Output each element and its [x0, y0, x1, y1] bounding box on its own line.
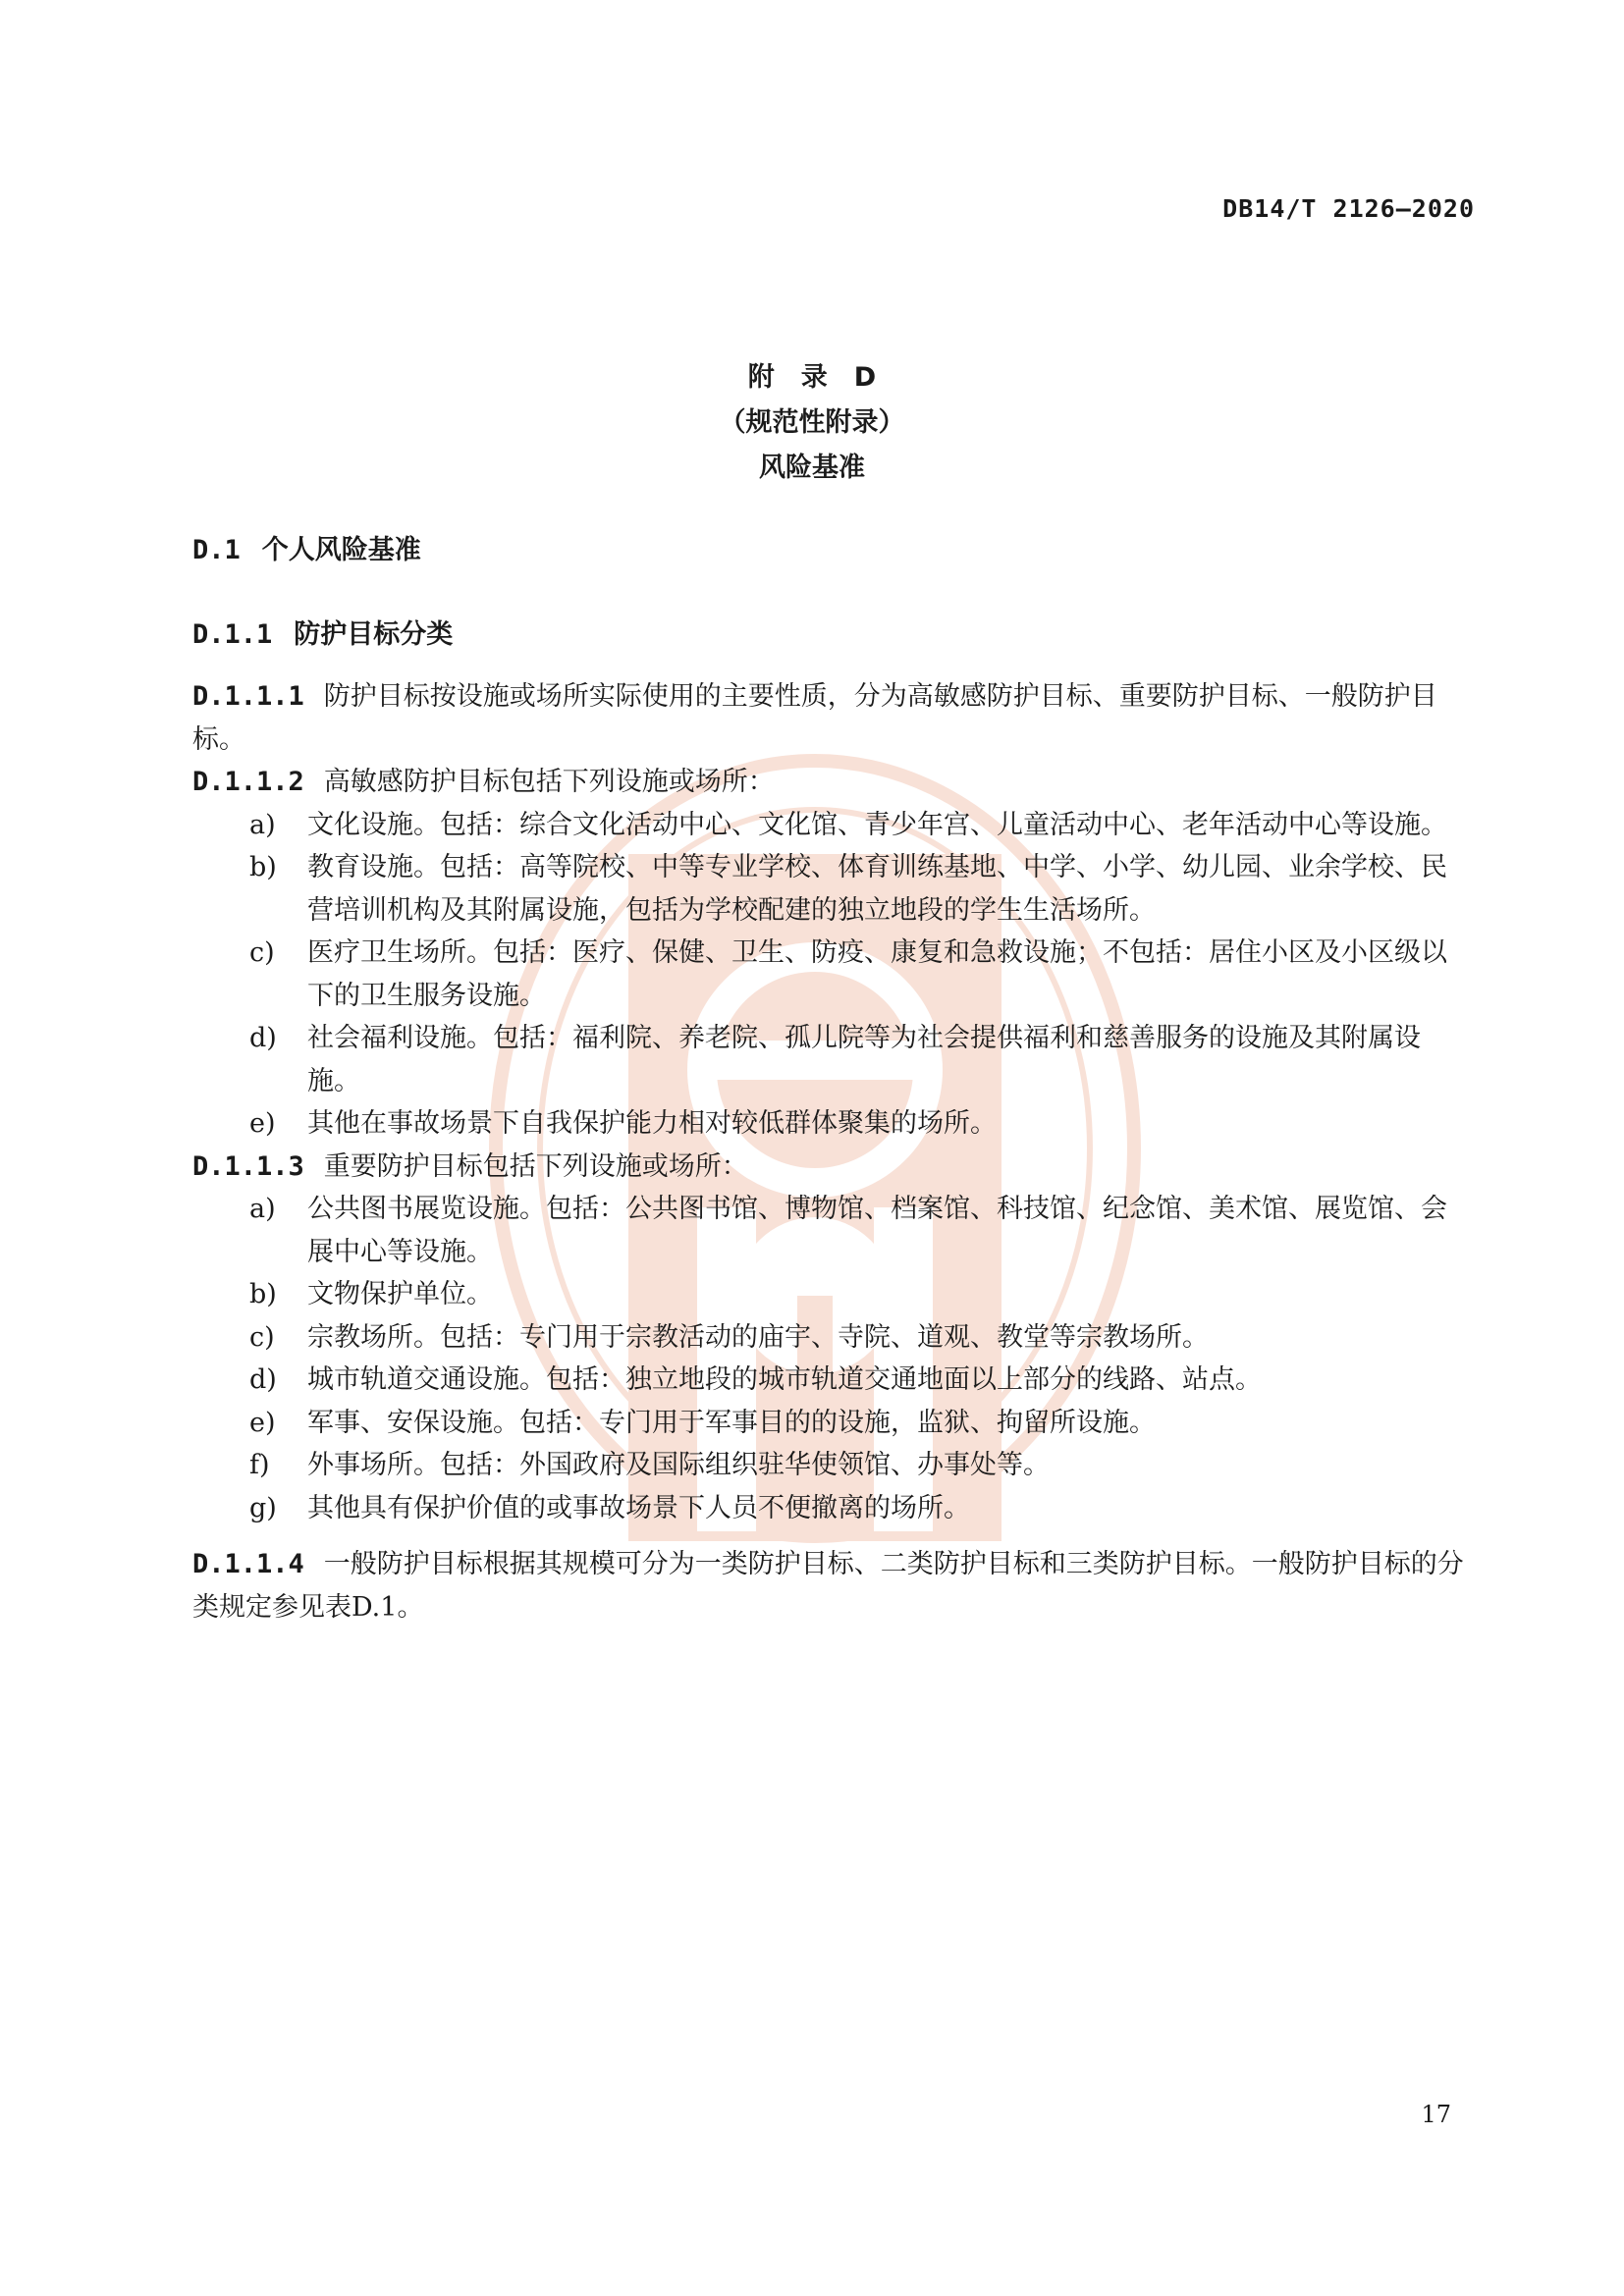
appendix-title: 附 录 D: [747, 362, 877, 393]
list-item: [192, 1102, 1469, 1146]
list-item-label: f): [249, 1450, 270, 1480]
list-item: [192, 1359, 1469, 1402]
list-item-text: 医疗卫生场所。包括：医疗、保健、卫生、防疫、康复和急救设施；不包括：居住小区及小区级以下的卫生服务设施。: [307, 937, 1447, 1011]
list-item-text: 文物保护单位。: [307, 1279, 493, 1309]
list-item-label: b): [249, 1279, 277, 1309]
list-item-label: g): [249, 1492, 277, 1523]
clause-text: 防护目标按设施或场所实际使用的主要性质，分为高敏感防护目标、重要防护目标、一般防护目标。: [192, 681, 1437, 755]
section-number: D.1.1: [192, 619, 273, 650]
list-item: [192, 932, 1469, 1017]
paragraph-d1112: [192, 761, 1469, 804]
list-item-label: d): [249, 1023, 277, 1053]
list-item-text: 其他具有保护价值的或事故场景下人员不便撤离的场所。: [307, 1492, 970, 1523]
section-d1: [192, 528, 421, 566]
clause-number: D.1.1.1: [192, 681, 304, 712]
list-item-label: c): [249, 1321, 275, 1353]
list-item: [192, 1273, 1469, 1316]
list-item: [192, 1487, 1469, 1530]
document-code: DB14/T 2126—2020: [1222, 194, 1475, 223]
list-item: [192, 846, 1469, 932]
paragraph-d1113: [192, 1146, 1469, 1189]
list-item: [192, 1017, 1469, 1102]
list-item-label: a): [249, 809, 276, 840]
list-item-text: 教育设施。包括：高等院校、中等专业学校、体育训练基地、中学、小学、幼儿园、业余学校、民营培训机构及其附属设施，包括为学校配建的独立地段的学生生活场所。: [307, 852, 1447, 926]
list-item: [192, 804, 1469, 847]
list-item-label: e): [249, 1108, 276, 1139]
section-title: 个人风险基准: [261, 535, 421, 565]
list-item: [192, 1316, 1469, 1360]
list-item: [192, 1188, 1469, 1273]
section-title: 防护目标分类: [294, 619, 454, 650]
list-item: [192, 1444, 1469, 1487]
list-item-text: 文化设施。包括：综合文化活动中心、文化馆、青少年宫、儿童活动中心、老年活动中心等设施。: [307, 809, 1447, 840]
list-item: [192, 1402, 1469, 1445]
list-item-text: 外事场所。包括：外国政府及国际组织驻华使领馆、办事处等。: [307, 1450, 1050, 1480]
clause-text: 一般防护目标根据其规模可分为一类防护目标、二类防护目标和三类防护目标。一般防护目标的分类规定参见表D.1。: [192, 1549, 1464, 1623]
clause-text: 高敏感防护目标包括下列设施或场所：: [323, 767, 775, 797]
list-item-label: c): [249, 937, 275, 968]
document-body: [192, 675, 1469, 1629]
appendix-subject: 风险基准: [759, 453, 865, 483]
section-d11: [192, 613, 453, 651]
list-item-text: 社会福利设施。包括：福利院、养老院、孤儿院等为社会提供福利和慈善服务的设施及其附属设施。: [307, 1023, 1421, 1096]
page-number: 17: [1421, 2101, 1451, 2128]
section-number: D.1: [192, 535, 241, 565]
appendix-heading: [0, 355, 1624, 491]
spacer: [192, 1529, 1469, 1543]
paragraph-d1111: [192, 675, 1469, 761]
list-item-label: d): [249, 1364, 277, 1395]
list-item-label: e): [249, 1407, 276, 1438]
list-item-text: 军事、安保设施。包括：专门用于军事目的的设施，监狱、拘留所设施。: [307, 1407, 1156, 1438]
list-item-label: b): [249, 852, 277, 882]
clause-text: 重要防护目标包括下列设施或场所：: [323, 1150, 748, 1182]
paragraph-d1114: [192, 1543, 1469, 1629]
list-item-text: 宗教场所。包括：专门用于宗教活动的庙宇、寺院、道观、教堂等宗教场所。: [307, 1321, 1209, 1353]
list-item-text: 公共图书展览设施。包括：公共图书馆、博物馆、档案馆、科技馆、纪念馆、美术馆、展览馆、会展中心等设施。: [307, 1194, 1447, 1267]
clause-number: D.1.1.4: [192, 1549, 304, 1579]
appendix-type: （规范性附录）: [719, 407, 905, 438]
clause-number: D.1.1.2: [192, 767, 304, 797]
list-item-label: a): [249, 1194, 276, 1224]
list-item-text: 其他在事故场景下自我保护能力相对较低群体聚集的场所。: [307, 1108, 997, 1139]
clause-number: D.1.1.3: [192, 1150, 304, 1182]
list-item-text: 城市轨道交通设施。包括：独立地段的城市轨道交通地面以上部分的线路、站点。: [307, 1364, 1262, 1395]
